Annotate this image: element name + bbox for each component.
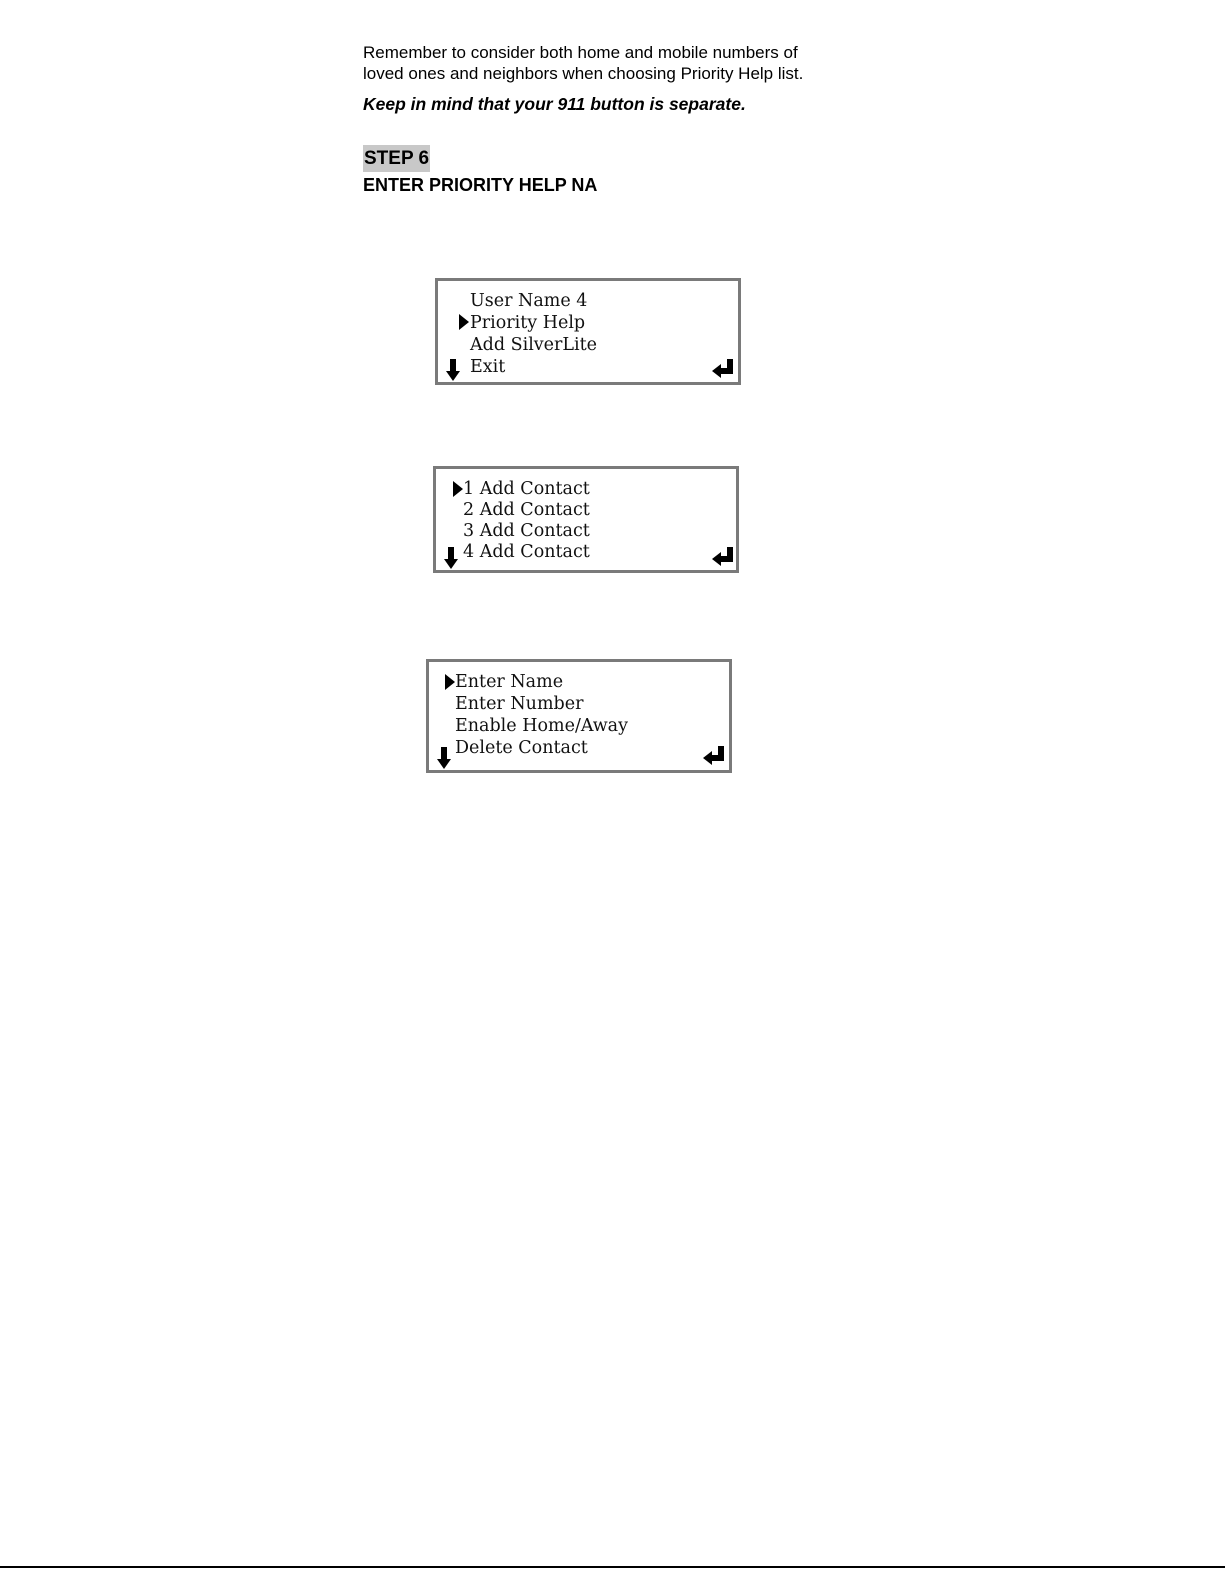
lcd-screen-main-menu xyxy=(435,278,741,385)
lcd-line: 3 Add Contact xyxy=(463,521,590,541)
intro-paragraph xyxy=(363,42,883,84)
lcd-screen-contact-options xyxy=(426,659,732,773)
enter-return-icon xyxy=(712,359,734,379)
step-badge: STEP 6 xyxy=(363,145,430,172)
lcd-line: Delete Contact xyxy=(455,738,588,758)
down-arrow-icon xyxy=(446,359,460,381)
lcd-line-selected: Priority Help xyxy=(470,313,586,333)
selection-cursor-icon xyxy=(445,674,455,690)
lcd-line: Exit xyxy=(470,357,506,377)
lcd-line-selected: Enter Name xyxy=(455,672,564,692)
enter-return-icon xyxy=(712,547,734,567)
selection-cursor-icon xyxy=(459,314,469,330)
footer-rule xyxy=(0,1566,1225,1568)
lcd-line-selected: 1 Add Contact xyxy=(463,479,590,499)
down-arrow-icon xyxy=(444,547,458,569)
lcd-line: Enter Number xyxy=(455,694,584,714)
lcd-line: User Name 4 xyxy=(470,291,588,311)
intro-line-1: Remember to consider both home and mobile numbers of xyxy=(363,43,798,62)
enter-return-icon xyxy=(703,746,725,766)
lcd-screen-contact-list xyxy=(433,466,739,573)
down-arrow-icon xyxy=(437,747,451,769)
intro-line-2: loved ones and neighbors when choosing Priority Help list. xyxy=(363,64,804,83)
lcd-line: Add SilverLite xyxy=(470,335,598,355)
lcd-line: 4 Add Contact xyxy=(463,542,590,562)
lcd-line: Enable Home/Away xyxy=(455,716,628,736)
note-text: Keep in mind that your 911 button is separate. xyxy=(363,94,746,114)
selection-cursor-icon xyxy=(453,481,463,497)
lcd-line: 2 Add Contact xyxy=(463,500,590,520)
step-title: ENTER PRIORITY HELP NA xyxy=(363,175,598,195)
